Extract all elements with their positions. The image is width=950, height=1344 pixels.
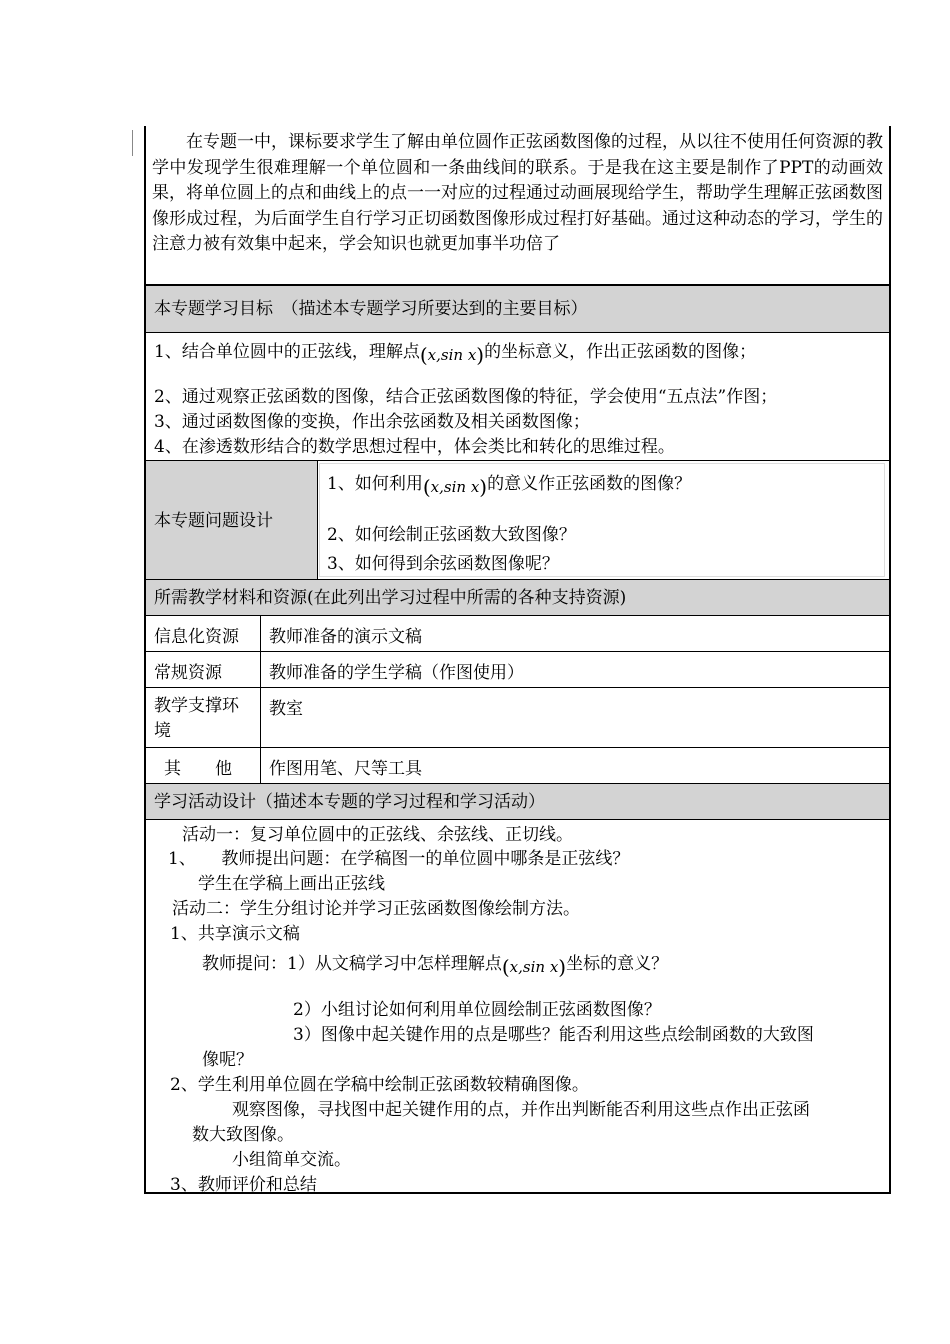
activity-2: 活动二：学生分组讨论并学习正弦函数图像绘制方法。 <box>172 899 580 919</box>
activity-2-step-1: 1、共享演示文稿 <box>170 924 300 944</box>
resource-row <box>146 688 889 747</box>
activity-2-question-2: 2）小组讨论如何利用单位圆绘制正弦函数图像？ <box>293 1000 661 1020</box>
divider <box>260 616 261 783</box>
activity-2-step-2-detail: 观察图像，寻找图中起关键作用的点，并作出判断能否利用这些点作出正弦函 <box>232 1100 810 1120</box>
resource-value: 教室 <box>269 699 303 719</box>
math-point: (x,sin x) <box>501 955 567 979</box>
activity-2-step-3: 3、教师评价和总结 <box>170 1175 317 1195</box>
questions-section <box>146 461 889 579</box>
question-2: 2、如何绘制正弦函数大致图像？ <box>327 525 576 545</box>
divider <box>317 461 318 579</box>
goal-item-2: 2、通过观察正弦函数的图像，结合正弦函数图像的特征，学会使用“五点法”作图； <box>154 387 778 407</box>
resource-label: 常规资源 <box>154 663 222 683</box>
question-3: 3、如何得到余弦函数图像呢？ <box>327 554 559 574</box>
activities-header: 学习活动设计（描述本专题的学习过程和学习活动） <box>146 784 889 819</box>
divider <box>146 819 889 820</box>
questions-label: 本专题问题设计 <box>154 511 273 531</box>
resource-row <box>146 748 889 783</box>
activity-1-step-1: 1、 教师提出问题：在学稿图一的单位圆中哪条是正弦线？ <box>168 849 630 869</box>
intro-paragraph: 在专题一中，课标要求学生了解由单位圆作正弦函数图像的过程，从以往不使用任何资源的教学中发现学生很难理解一个单位圆和一条曲线间的联系。于是我在这主要是制作了PPT的动画效果，将单位圆上的点和曲线上的点一一对应的过程通过动画展现给学生，帮助学生理解正弦函数图像形成过程，为后面学生自行学习正切函数图像形成过程打好基础。通过这种动态的学习，学生的注意力被有效集中起来，学会知识也就更加事半功倍了 <box>152 132 883 254</box>
resource-label: 信息化资源 <box>154 627 239 647</box>
resource-row <box>146 616 889 651</box>
question-1: 1、如何利用(x,sin x)的意义作正弦函数的图像？ <box>327 474 692 499</box>
resource-value: 作图用笔、尺等工具 <box>269 759 422 779</box>
math-point: (x,sin x) <box>419 343 485 367</box>
activity-2-step-2-detail-cont: 数大致图像。 <box>192 1125 294 1145</box>
resource-label: 教学支撑环境 <box>154 696 239 741</box>
resource-value: 教师准备的学生学稿（作图使用） <box>269 663 524 683</box>
activity-1: 活动一：复习单位圆中的正弦线、余弦线、正切线。 <box>182 825 573 845</box>
activity-2-question-1: 教师提问：1）从文稿学习中怎样理解点(x,sin x)坐标的意义？ <box>202 954 669 979</box>
resource-label: 其 他 <box>164 759 232 779</box>
resources-header: 所需教学材料和资源(在此列出学习过程中所需的各种支持资源) <box>146 580 889 615</box>
goal-item-1: 1、结合单位圆中的正弦线，理解点(x,sin x)的坐标意义，作出正弦函数的图像； <box>154 342 757 367</box>
math-point: (x,sin x) <box>422 475 488 499</box>
goals-header: 本专题学习目标 （描述本专题学习所要达到的主要目标） <box>146 286 889 332</box>
resource-row <box>146 652 889 687</box>
activity-2-step-2: 2、学生利用单位圆在学稿中绘制正弦函数较精确图像。 <box>170 1075 589 1095</box>
activity-2-question-3: 3）图像中起关键作用的点是哪些？能否利用这些点绘制函数的大致图 <box>293 1025 814 1045</box>
goal-item-4: 4、在渗透数形结合的数学思想过程中，体会类比和转化的思维过程。 <box>154 437 675 457</box>
goal-item-3: 3、通过函数图像的变换，作出余弦函数及相关函数图像； <box>154 412 590 432</box>
resource-value: 教师准备的演示文稿 <box>269 627 422 647</box>
activity-2-question-3-cont: 像呢？ <box>202 1050 253 1070</box>
activity-2-step-2-note: 小组简单交流。 <box>232 1150 351 1170</box>
divider <box>146 332 889 333</box>
questions-label-cell <box>146 461 317 579</box>
lesson-plan-table <box>144 126 891 1194</box>
activity-1-step-note: 学生在学稿上画出正弦线 <box>198 874 385 894</box>
margin-mark <box>132 130 133 156</box>
